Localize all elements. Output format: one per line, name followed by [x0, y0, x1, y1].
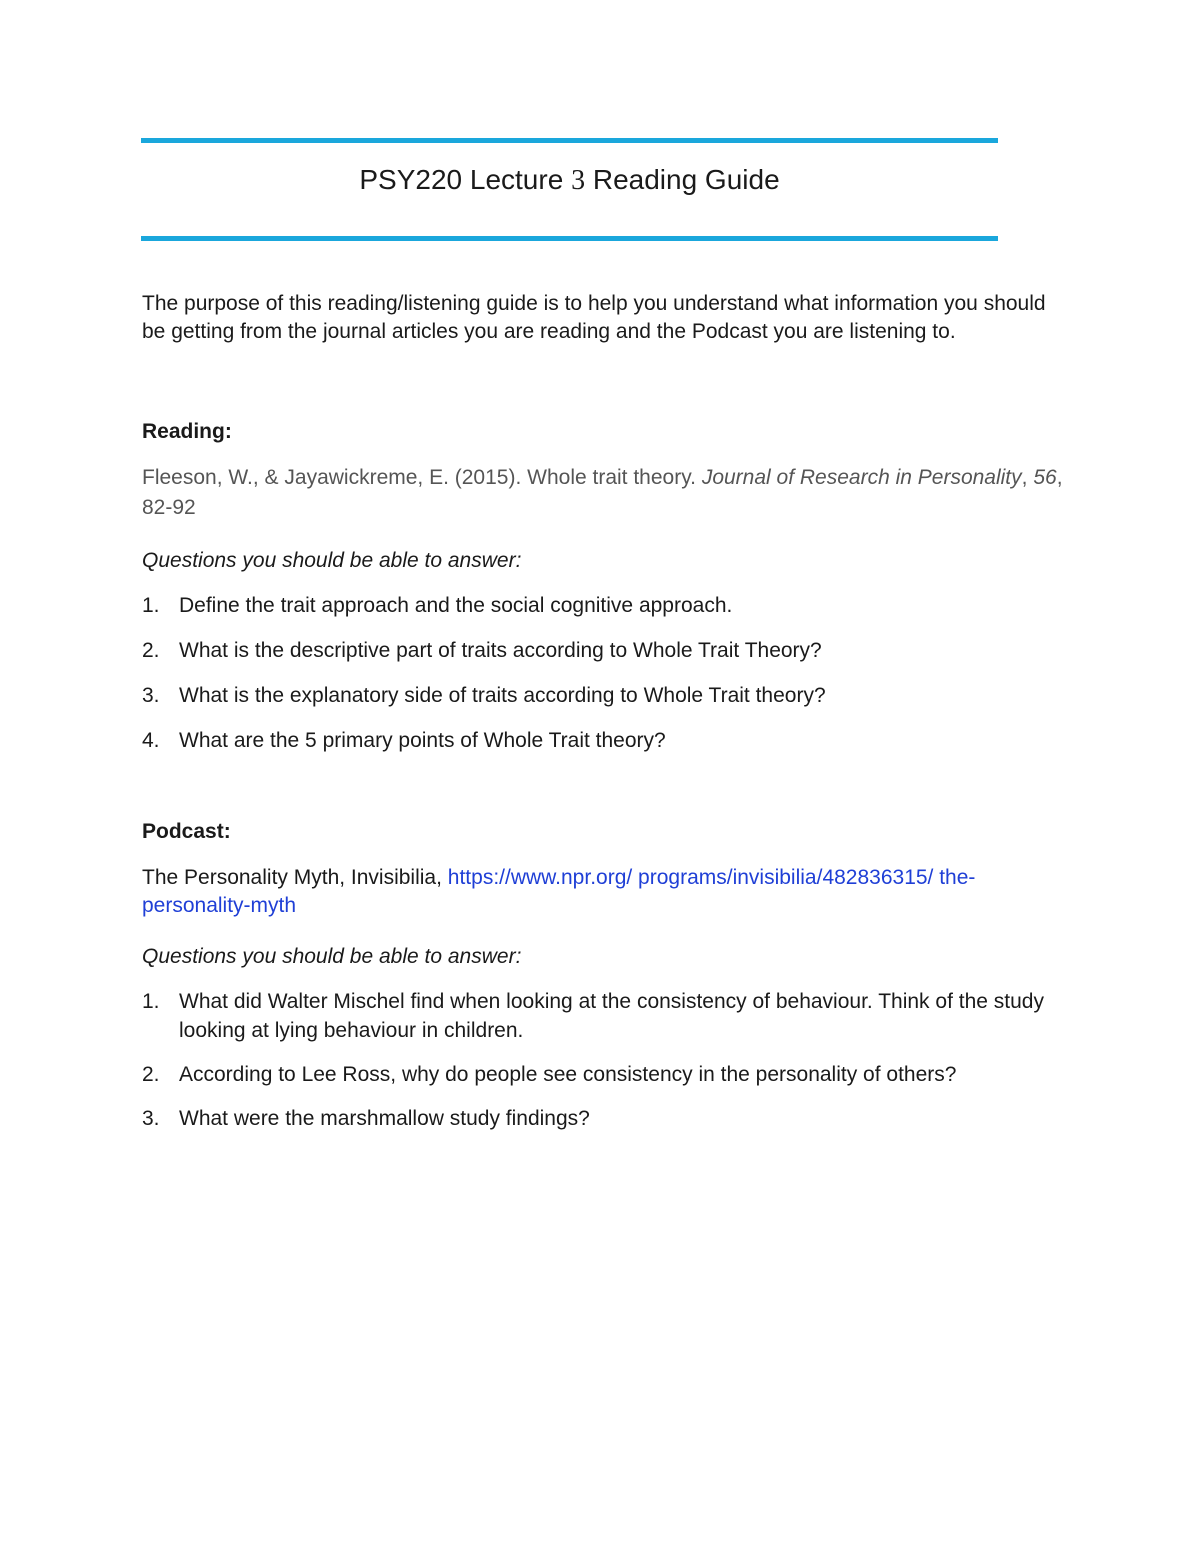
- citation-volume: 56: [1033, 466, 1057, 489]
- question-text: What did Walter Mischel find when looking at the consistency of behaviour. Think of the study looking at lying behaviour in children.: [179, 990, 1044, 1042]
- title-rule-top: [141, 138, 998, 143]
- podcast-heading: Podcast:: [142, 820, 231, 843]
- list-item: [142, 681, 1072, 710]
- podcast-link[interactable]: https://www.npr.org/ programs/invisibilia/482836315/ the-personality-myth: [142, 866, 976, 917]
- question-text: What is the descriptive part of traits according to Whole Trait Theory?: [179, 639, 822, 662]
- podcast-source: [142, 864, 1072, 920]
- question-text: According to Lee Ross, why do people see consistency in the personality of others?: [179, 1063, 957, 1086]
- question-number: 1.: [142, 594, 160, 617]
- question-number: 3.: [142, 1107, 160, 1130]
- question-text: What is the explanatory side of traits according to Whole Trait theory?: [179, 684, 826, 707]
- podcast-question-list: [142, 987, 1072, 1148]
- podcast-source-text: The Personality Myth, Invisibilia,: [142, 866, 448, 889]
- list-item: [142, 636, 1072, 665]
- question-number: 1.: [142, 990, 160, 1013]
- title-number: 3: [571, 165, 586, 196]
- podcast-questions-prompt: Questions you should be able to answer:: [142, 945, 522, 968]
- intro-paragraph: The purpose of this reading/listening guide is to help you understand what information you should be getting from the journal articles you are reading and the Podcast you are listening to.: [142, 292, 1046, 343]
- citation-pages: , 82-92: [142, 466, 1063, 519]
- question-text: Define the trait approach and the social cognitive approach.: [179, 594, 733, 617]
- citation-journal: Journal of Research in Personality: [701, 466, 1022, 489]
- reading-question-list: [142, 591, 1072, 771]
- question-number: 2.: [142, 1063, 160, 1086]
- reading-heading: Reading:: [142, 420, 232, 443]
- list-item: [142, 1060, 1072, 1089]
- reading-citation: [142, 463, 1072, 523]
- question-number: 2.: [142, 639, 160, 662]
- question-text: What were the marshmallow study findings?: [179, 1107, 590, 1130]
- title-suffix: Reading Guide: [585, 164, 780, 195]
- title-prefix: PSY220 Lecture: [359, 164, 572, 195]
- question-text: What are the 5 primary points of Whole Trait theory?: [179, 729, 666, 752]
- citation-sep: ,: [1021, 466, 1034, 489]
- list-item: [142, 1104, 1072, 1133]
- question-number: 4.: [142, 729, 160, 752]
- citation-authors: Fleeson, W., & Jayawickreme, E. (2015). Whole trait theory.: [142, 466, 702, 489]
- list-item: [142, 726, 1072, 755]
- title-rule-bottom: [141, 236, 998, 241]
- page-title: [141, 164, 998, 197]
- list-item: [142, 987, 1072, 1045]
- question-number: 3.: [142, 684, 160, 707]
- list-item: [142, 591, 1072, 620]
- reading-questions-prompt: Questions you should be able to answer:: [142, 549, 522, 572]
